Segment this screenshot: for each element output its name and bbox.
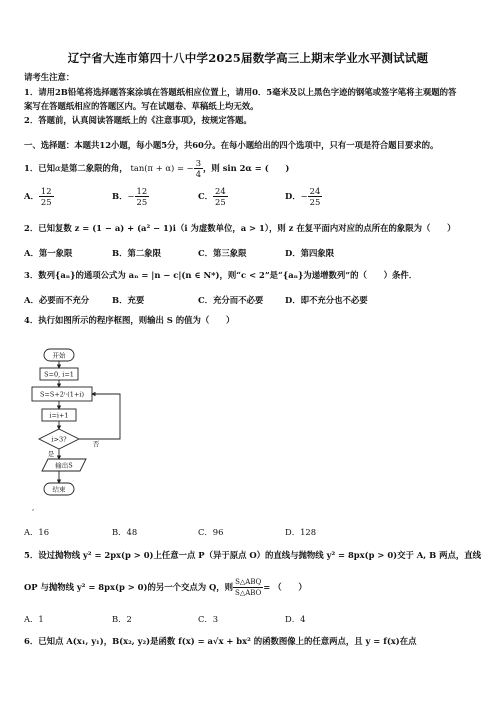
frac-num: 12 [40,186,52,196]
question-5-line-2 [24,576,307,598]
flow-output-text: 输出S [55,461,73,470]
q1-frac-num: 3 [195,158,202,168]
notice-line-1: 1．请用2B铅笔将选择题答案涂填在答题纸相应位置上，请用0．5毫米及以上黑色字迹的钢笔或签字笔将主观题的答 [24,87,457,97]
option-label: C． [198,191,214,201]
flow-start-text: 开始 [52,351,66,360]
q1-equation [130,158,204,179]
q3-option-a: A．必要而不充分 [24,295,90,305]
notice-line-3: 2．答题前，认真阅读答题纸上的《注意事项》，按规定答题。 [24,115,252,125]
flow-incr-text: i=i+1 [49,411,69,420]
question-6-stem: 6．已知点 A(x₁, y₁)，B(x₂, y₂)是函数 f(x) = a√x + bx² 的函数图像上的任意两点，且 y = f(x)在点 [24,636,417,646]
notice-line-2: 案写在答题纸相应的答题区内。写在试题卷、草稿纸上均无效。 [24,101,259,111]
frac-num: 12 [136,186,148,196]
option-fraction [135,186,150,207]
flow-cond-text: i>3? [51,435,67,444]
flow-yes-label: 是 [47,450,55,458]
q5-option-b: B．2 [112,614,132,624]
q5-area-ratio [233,577,263,598]
section-heading: 一、选择题：本题共12小题，每小题5分，共60分。在每小题给出的四个选项中，只有一项是符合题目要求的。 [24,140,439,150]
q3-option-b: B．充要 [112,295,145,305]
option-fraction [39,186,54,207]
frac-num: 24 [215,186,226,196]
q1-option-d [285,186,322,207]
flow-init-text: S=0, i=1 [44,370,74,379]
q4-option-a: A．16 [24,527,50,537]
question-4-stem: 4．执行如图所示的程序框图，则输出 S 的值为（ ） [24,315,235,325]
q3-option-c: C．充分而不必要 [198,295,264,305]
q5-line2-pre: OP 与抛物线 y² = 8px(p > 0)的另一个交点为 Q，则 [24,582,234,592]
option-sign: − [300,191,308,201]
question-1-stem [24,158,289,179]
q2-option-c: C．第三象限 [198,248,247,258]
frac-den: 25 [309,197,321,207]
q4-option-b: B．48 [112,527,138,537]
q1-fraction [194,158,203,179]
option-label: B． [112,191,128,201]
q2-option-a: A．第一象限 [24,248,73,258]
program-flowchart [24,343,139,518]
option-fraction [213,186,228,207]
option-label: A． [24,191,39,201]
flow-end-text: 结束 [52,485,66,494]
q2-option-d: D．第四象限 [285,248,335,258]
notice-heading: 请考生注意： [24,72,75,82]
q3-option-d: D．即不充分也不必要 [285,295,368,305]
q1-option-b [112,186,149,207]
option-fraction [308,186,323,207]
page-title: 辽宁省大连市第四十八中学2025届数学高三上期末学业水平测试试题 [67,51,429,65]
frac-den: 25 [136,197,148,207]
question-2-stem: 2．已知复数 z = (1 − a) + (a² − 1)i（i 为虚数单位，a > 1），则 z 在复平面内对应的点所在的象限为（ ） [24,223,456,233]
stray-comma: , [32,504,35,512]
q4-option-c: C．96 [198,527,224,537]
option-sign: − [127,191,135,201]
q1-suffix: ，则 sin 2α = ( ) [203,163,290,173]
question-3-stem: 3．数列{aₙ}的通项公式为 aₙ = |n − c|(n ∈ N*)，则“c < 2”是“{aₙ}为递增数列”的（ ）条件． [24,270,418,280]
q5-ratio-num: S△ABQ [233,577,263,588]
q1-mid: 是第二象限的角， [60,163,128,173]
flow-no-label: 否 [92,440,100,448]
q5-ratio-den: S△ABO [235,589,262,597]
q1-frac-den: 4 [195,169,202,179]
q5-option-d: D．4 [285,614,306,624]
q5-line2-post: = （ ） [263,582,307,592]
q1-option-a [24,186,54,207]
q1-alpha: α [54,163,61,173]
frac-den: 25 [215,197,226,207]
option-label: D． [285,191,301,201]
frac-den: 25 [40,197,52,207]
q1-eq-left: tan(π + α) = − [130,163,194,173]
q5-option-c: C．3 [198,614,219,624]
q1-option-c [198,186,228,207]
q5-option-a: A．1 [24,614,44,624]
question-5-line-1: 5．设过抛物线 y² = 2px(p > 0)上任意一点 P（异于原点 O）的直线与抛物线 y² = 8px(p > 0)交于 A, B 两点，直线 [24,550,481,560]
q4-option-d: D．128 [285,527,317,537]
q2-option-b: B．第二象限 [112,248,161,258]
q1-prefix: 1．已知 [24,163,55,173]
frac-num: 24 [309,186,321,196]
flow-update-text: S=S+2ⁱ·(1+i) [39,390,85,399]
